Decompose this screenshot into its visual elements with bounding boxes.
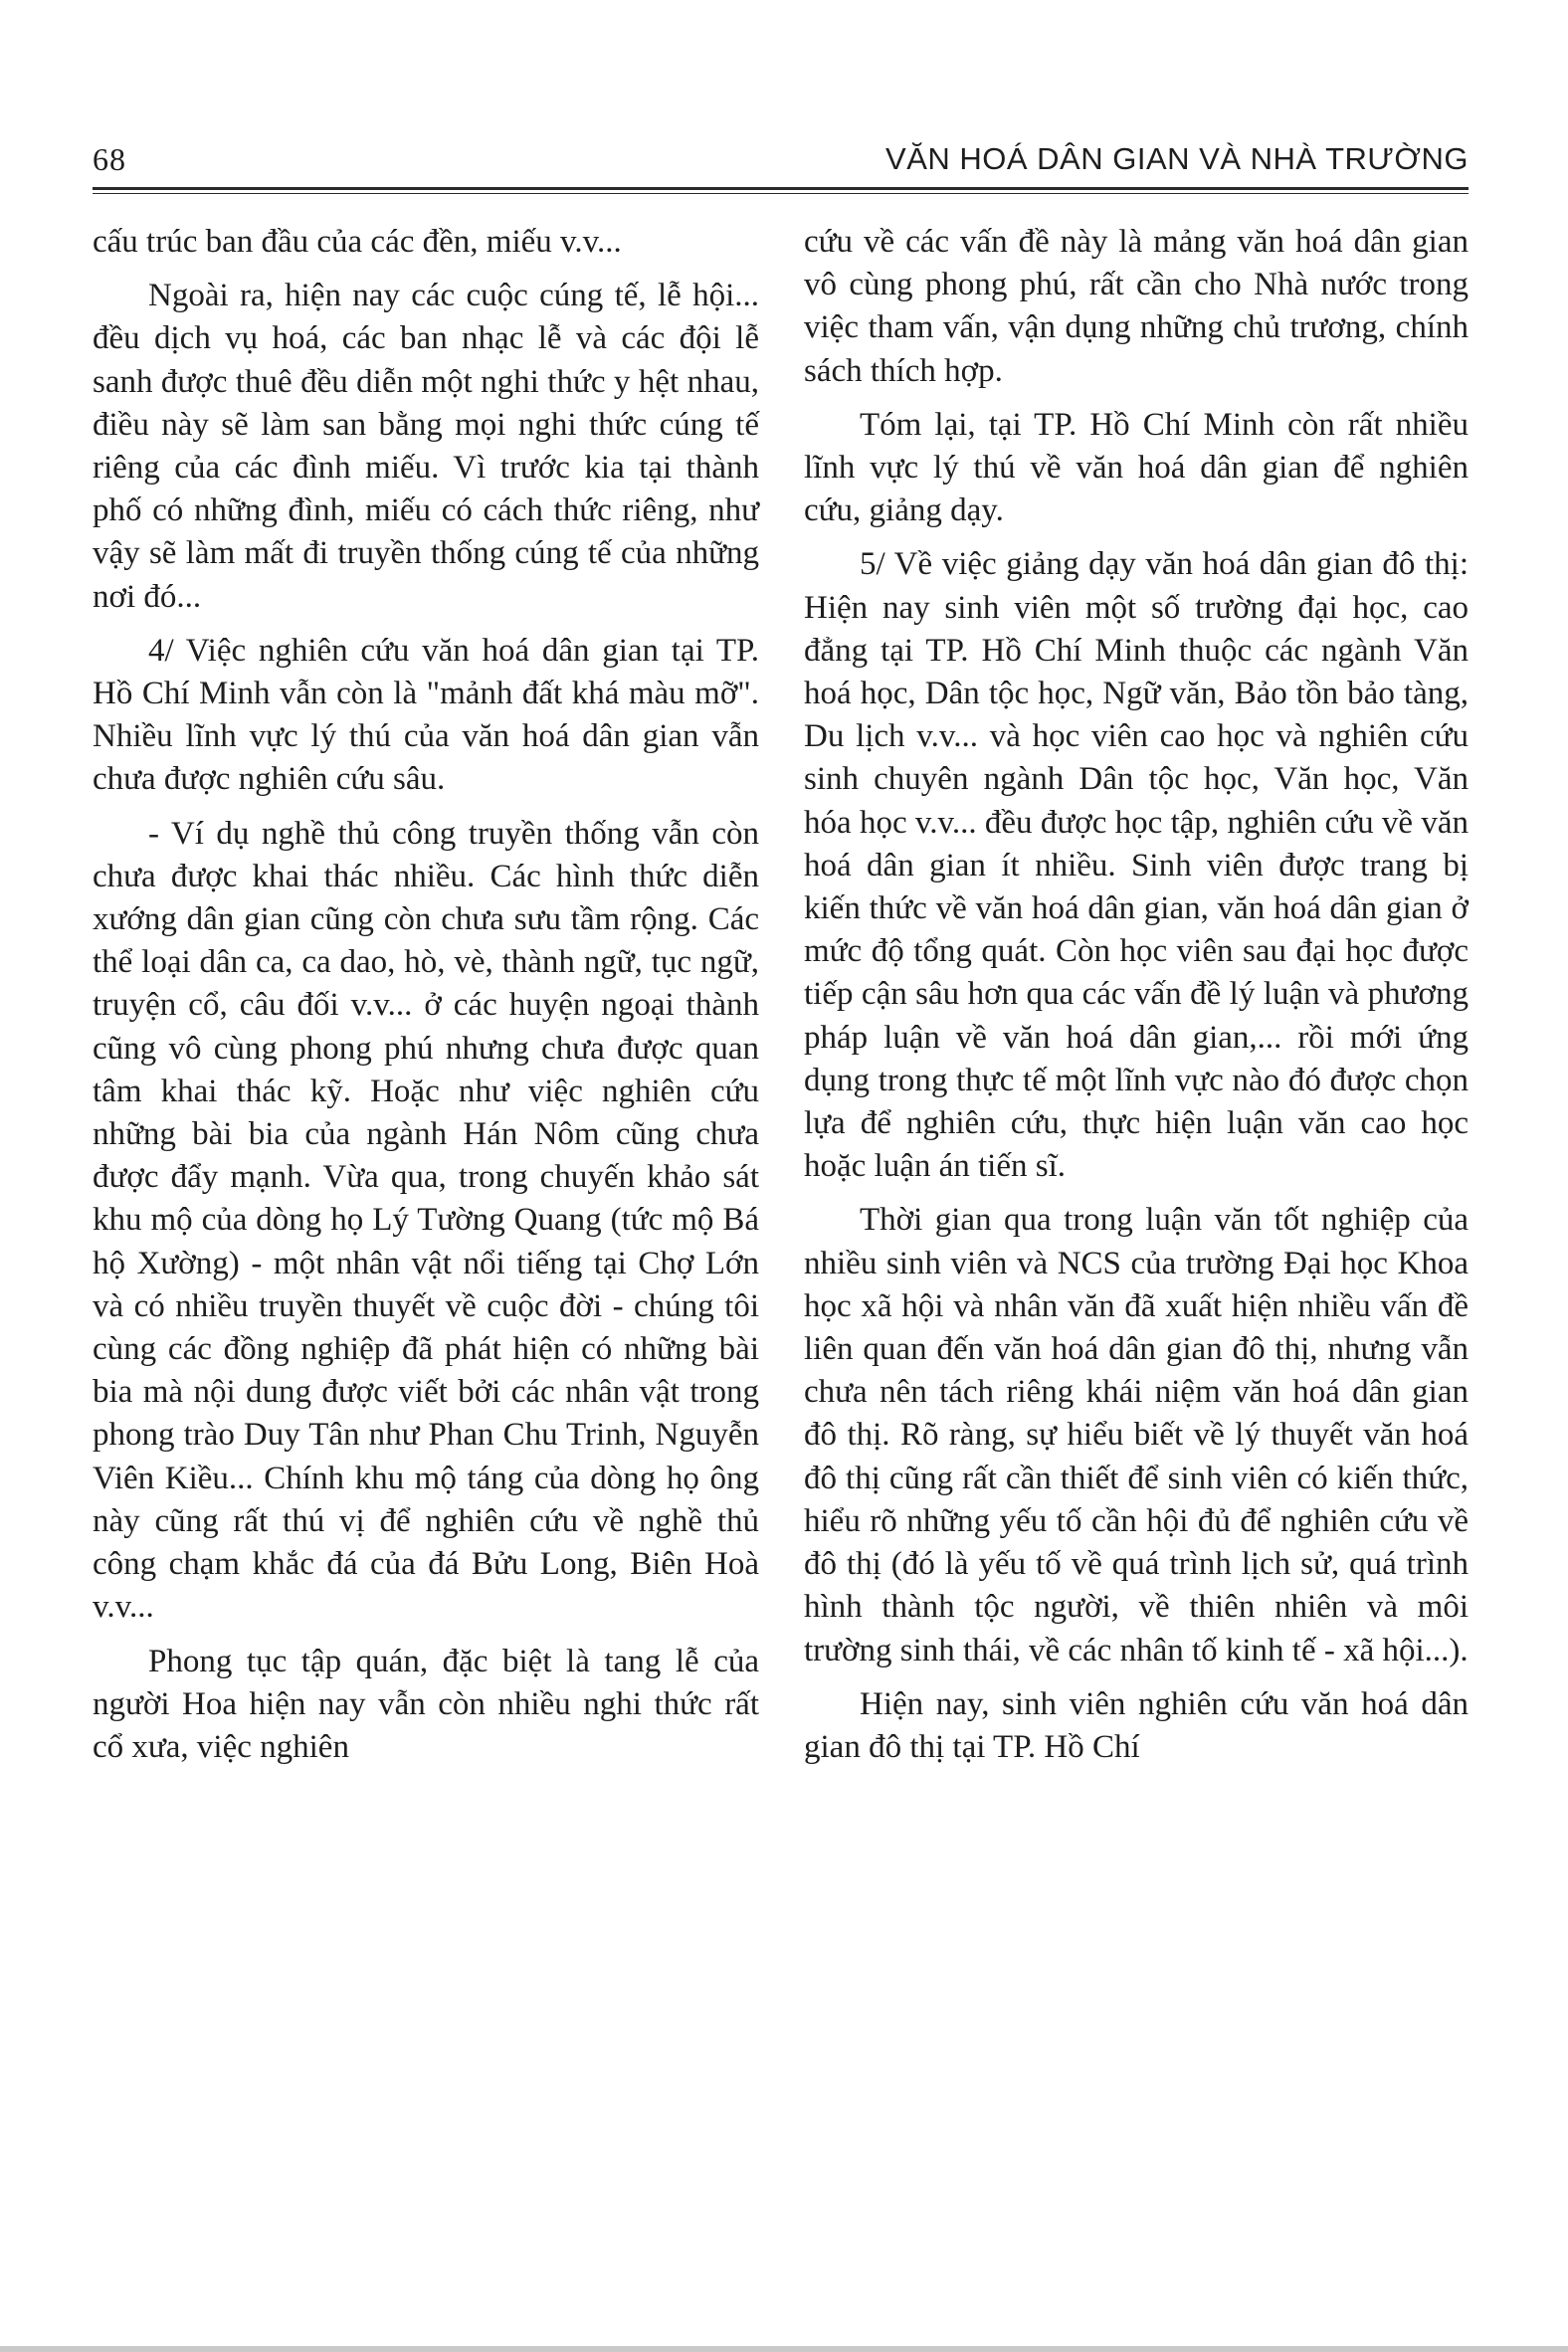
header-rule-thick: [93, 187, 1469, 190]
running-title: VĂN HOÁ DÂN GIAN VÀ NHÀ TRƯỜNG: [885, 141, 1469, 176]
paragraph: Ngoài ra, hiện nay các cuộc cúng tế, lễ hội... đều dịch vụ hoá, các ban nhạc lễ và các đội lễ sanh được thuê đều diễn một nghi thức y hệt nhau, điều này sẽ làm san bằng mọi nghi thức cúng tế riêng của các đình miếu. Vì trước kia tại thành phố có những đình, miếu có cách thức riêng, như vậy sẽ làm mất đi truyền thống cúng tế của những nơi đó...: [93, 278, 759, 615]
paragraph: 4/ Việc nghiên cứu văn hoá dân gian tại TP. Hồ Chí Minh vẫn còn là "mảnh đất khá màu mỡ". Nhiều lĩnh vực lý thú của văn hoá dân gian vẫn chưa được nghiên cứu sâu.: [93, 632, 759, 798]
paragraph: Phong tục tập quán, đặc biệt là tang lễ của người Hoa hiện nay vẫn còn nhiều nghi thức rất cổ xưa, việc nghiên: [93, 1643, 759, 1765]
header-rule-thin: [93, 193, 1469, 194]
page-number: 68: [93, 141, 126, 177]
scan-bottom-edge: [0, 2346, 1568, 2352]
paragraph: 5/ Về việc giảng dạy văn hoá dân gian đô thị: Hiện nay sinh viên một số trường đại học, cao đẳng tại TP. Hồ Chí Minh thuộc các ngành Văn hoá học, Dân tộc học, Ngữ văn, Bảo tồn bảo tàng, Du lịch v.v... và học viên cao học và nghiên cứu sinh chuyên ngành Dân tộc học, Văn học, Văn hóa học v.v... đều được học tập, nghiên cứu về văn hoá dân gian ít nhiều. Sinh viên được trang bị kiến thức về văn hoá dân gian, văn hoá dân gian ở mức độ tổng quát. Còn học viên sau đại học được tiếp cận sâu hơn qua các vấn đề lý luận và phương pháp luận về văn hoá dân gian,... rồi mới ứng dụng trong thực tế một lĩnh vực nào đó được chọn lựa để nghiên cứu, thực hiện luận văn cao học hoặc luận án tiến sĩ.: [804, 546, 1469, 1185]
paragraph: Thời gian qua trong luận văn tốt nghiệp của nhiều sinh viên và NCS của trường Đại học Khoa học xã hội và nhân văn đã xuất hiện nhiều vấn đề liên quan đến văn hoá dân gian đô thị, nhưng vẫn chưa nên tách riêng khái niệm văn hoá dân gian đô thị. Rõ ràng, sự hiểu biết về lý thuyết văn hoá đô thị cũng rất cần thiết để sinh viên có kiến thức, hiểu rõ những yếu tố cần hội đủ để nghiên cứu về đô thị (đó là yếu tố về quá trình lịch sử, quá trình hình thành tộc người, về thiên nhiên và môi trường sinh thái, về các nhân tố kinh tế - xã hội...).: [804, 1202, 1469, 1668]
paragraph: Tóm lại, tại TP. Hồ Chí Minh còn rất nhiều lĩnh vực lý thú về văn hoá dân gian để nghiên cứu, giảng dạy.: [804, 406, 1469, 529]
left-column: [93, 221, 759, 1780]
paragraph: cấu trúc ban đầu của các đền, miếu v.v...: [93, 224, 622, 260]
right-column: [804, 221, 1469, 1780]
paragraph: cứu về các vấn đề này là mảng văn hoá dân gian vô cùng phong phú, rất cần cho Nhà nước trong việc tham vấn, vận dụng những chủ trương, chính sách thích hợp.: [804, 224, 1469, 389]
paragraph: Hiện nay, sinh viên nghiên cứu văn hoá dân gian đô thị tại TP. Hồ Chí: [804, 1685, 1469, 1765]
paragraph: - Ví dụ nghề thủ công truyền thống vẫn còn chưa được khai thác nhiều. Các hình thức diễn xướng dân gian cũng còn chưa sưu tầm rộng. Các thể loại dân ca, ca dao, hò, vè, thành ngữ, tục ngữ, truyện cổ, câu đối v.v... ở các huyện ngoại thành cũng vô cùng phong phú nhưng chưa được quan tâm khai thác kỹ. Hoặc như việc nghiên cứu những bài bia của ngành Hán Nôm cũng chưa được đẩy mạnh. Vừa qua, trong chuyến khảo sát khu mộ của dòng họ Lý Tường Quang (tức mộ Bá hộ Xường) - một nhân vật nổi tiếng tại Chợ Lớn và có nhiều truyền thuyết về cuộc đời - chúng tôi cùng các đồng nghiệp đã phát hiện có những bài bia mà nội dung được viết bởi các nhân vật trong phong trào Duy Tân như Phan Chu Trinh, Nguyễn Viên Kiều... Chính khu mộ táng của dòng họ ông này cũng rất thú vị để nghiên cứu về nghề thủ công chạm khắc đá của đá Bửu Long, Biên Hoà v.v...: [93, 815, 759, 1626]
page-header: [93, 131, 1469, 191]
